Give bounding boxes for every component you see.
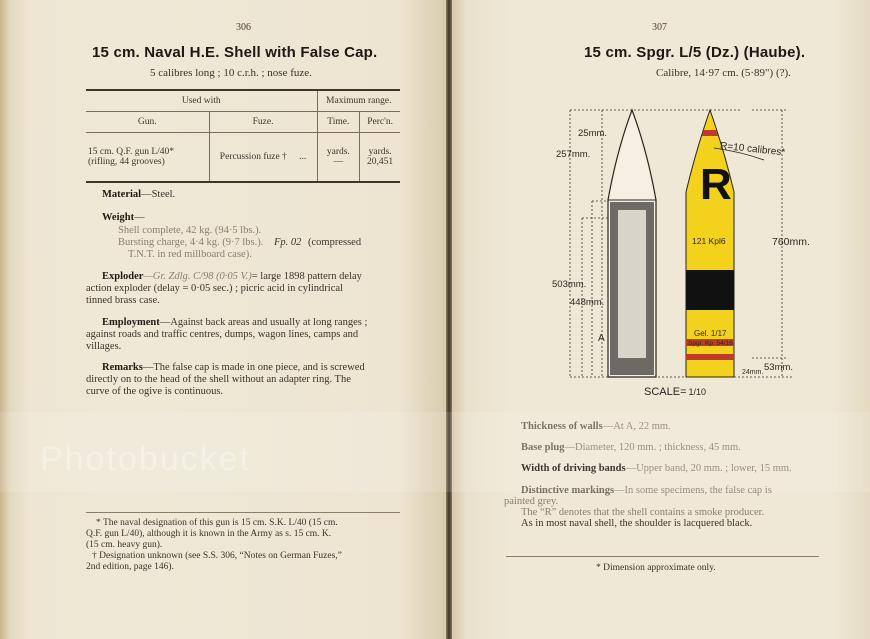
table-cell-percn-value: 20,451 bbox=[367, 157, 394, 167]
table-col-gun: Gun. bbox=[86, 112, 209, 133]
employment-line-1-text: —Against back areas and usually at long ranges ; bbox=[159, 317, 368, 328]
weight-label: Weight bbox=[102, 212, 135, 223]
footnote-fuze-line-2: 2nd edition, page 146). bbox=[86, 562, 174, 572]
weight-line-3: T.N.T. in red millboard case). bbox=[128, 249, 252, 260]
distinctive-line-3: The “R” denotes that the shell contains a smoke producer. bbox=[521, 507, 765, 518]
distinctive-line-1-text: —In some specimens, the false cap is bbox=[614, 485, 772, 496]
footnote-gun-line-2: Q.F. gun L/40), although it is known in the Army as s. 15 cm. K. bbox=[86, 529, 332, 539]
weight-line-2a: Bursting charge, 4·4 kg. (9·7 lbs.). bbox=[118, 237, 264, 248]
page-number-left: 306 bbox=[236, 22, 251, 33]
table-cell-gun bbox=[86, 133, 209, 183]
remarks-label: Remarks bbox=[102, 362, 143, 373]
table-cell-gun-line1: 15 cm. Q.F. gun L/40* bbox=[88, 147, 175, 157]
table-cell-time bbox=[317, 133, 360, 183]
dim-503mm: 503mm. bbox=[552, 279, 587, 290]
remarks-line-1-text: —The false cap is made in one piece, and is screwed bbox=[142, 362, 365, 373]
table-header-max-range: Maximum range. bbox=[317, 90, 400, 112]
distinctive-line-4: As in most naval shell, the shoulder is lacquered black. bbox=[521, 518, 753, 529]
dim-24mm: 24mm. bbox=[742, 369, 764, 376]
thickness-text: —At A, 22 mm. bbox=[602, 421, 671, 432]
exploder-line-1a: —Gr. Zdlg. C/98 (0·05 V.) bbox=[143, 271, 252, 282]
base-plug-text: —Diameter, 120 mm. ; thickness, 45 mm. bbox=[564, 442, 741, 453]
remarks-line-1 bbox=[102, 362, 365, 374]
dim-448mm: 448mm. bbox=[570, 297, 605, 308]
exploder-line-3: tinned brass case. bbox=[86, 295, 160, 306]
distinctive-label: Distinctive markings bbox=[521, 485, 615, 496]
weight-line-2 bbox=[118, 237, 361, 249]
employment-line-2: against roads and traffic centres, dumps, wagon lines, camps and bbox=[86, 329, 359, 340]
employment-label: Employment bbox=[102, 317, 160, 328]
table-cell-fuze bbox=[209, 133, 317, 183]
material-label: Material bbox=[102, 189, 142, 200]
right-page-subtitle: Calibre, 14·97 cm. (5·89") (?). bbox=[656, 67, 791, 79]
remarks-line-3: curve of the ogive is continuous. bbox=[86, 386, 224, 397]
employment-line-1 bbox=[102, 317, 367, 329]
shell-marking-upper: 121 Kpl6 bbox=[692, 236, 726, 246]
table-col-time: Time. bbox=[317, 112, 360, 133]
weight-dash: — bbox=[134, 212, 145, 223]
weight-line-2c: (compressed bbox=[308, 237, 362, 248]
weight-line-2b: Fp. 02 bbox=[273, 237, 302, 248]
scale-label bbox=[644, 386, 706, 398]
table-cell-time-unit: yards. bbox=[326, 147, 350, 157]
dim-257mm: 257mm. bbox=[556, 149, 591, 160]
shell-diagram bbox=[452, 90, 870, 410]
dim-760mm: 760mm. bbox=[772, 236, 810, 248]
remarks-line-2: directly on to the head of the shell without an adapter ring. The bbox=[86, 374, 351, 385]
table-cell-fuze-text: Percussion fuze † bbox=[219, 152, 287, 162]
footnote-gun-line-1: * The naval designation of this gun is 15 cm. S.K. L/40 (15 cm. bbox=[96, 518, 338, 528]
dim-a-marker: A bbox=[598, 333, 605, 344]
material-text: —Steel. bbox=[141, 189, 176, 200]
footnote-divider-left bbox=[86, 512, 400, 513]
table-col-fuze: Fuze. bbox=[209, 112, 317, 133]
weight-heading bbox=[102, 212, 145, 224]
left-page-title: 15 cm. Naval H.E. Shell with False Cap. bbox=[92, 44, 378, 61]
footnote-gun-line-3: (15 cm. heavy gun). bbox=[86, 540, 163, 550]
table-cell-percn-unit: yards. bbox=[368, 147, 392, 157]
right-page bbox=[452, 0, 870, 639]
dim-53mm: 53mm. bbox=[764, 362, 794, 373]
base-plug-label: Base plug bbox=[521, 442, 565, 453]
table-cell-time-value: — bbox=[333, 157, 344, 167]
table-cell-percn bbox=[360, 133, 400, 183]
distinctive-line-2: painted grey. bbox=[504, 496, 559, 507]
shell-section-drawing bbox=[608, 110, 656, 377]
thickness-label: Thickness of walls bbox=[521, 421, 603, 432]
scale-label-text: SCALE= bbox=[644, 386, 687, 398]
footnote-fuze-line-1: † Designation unknown (see S.S. 306, “Notes on German Fuzes,” bbox=[92, 551, 342, 561]
left-page-subtitle: 5 calibres long ; 10 c.r.h. ; nose fuze. bbox=[150, 67, 312, 79]
watermark-text: Photobucket bbox=[40, 440, 252, 478]
footnote-divider-right bbox=[506, 556, 819, 557]
exploder-line-1 bbox=[102, 271, 362, 283]
right-page-title: 15 cm. Spgr. L/5 (Dz.) (Haube). bbox=[584, 44, 806, 61]
usage-table bbox=[86, 89, 400, 183]
weight-line-1: Shell complete, 42 kg. (94·5 lbs.). bbox=[118, 225, 262, 236]
table-col-percn: Perc'n. bbox=[360, 112, 400, 133]
exploder-line-1b: = large 1898 pattern delay bbox=[251, 271, 362, 282]
page-number-right: 307 bbox=[652, 22, 667, 33]
driving-bands-text: —Upper band, 20 mm. ; lower, 15 mm. bbox=[625, 463, 792, 474]
footnote-dimension: * Dimension approximate only. bbox=[596, 563, 716, 573]
shell-marking-lower-2: Spgr. Kp. 54/16 bbox=[688, 340, 733, 347]
table-cell-fuze-dots: ... bbox=[299, 152, 307, 162]
material-paragraph bbox=[102, 189, 175, 201]
shell-marking-lower-1: Gel. 1/17 bbox=[694, 329, 727, 338]
scale-fraction: 1/10 bbox=[688, 387, 707, 397]
table-header-used-with: Used with bbox=[86, 90, 317, 112]
employment-line-3: villages. bbox=[86, 341, 122, 352]
exploder-line-2: action exploder (delay = 0·05 sec.) ; picric acid in cylindrical bbox=[86, 283, 343, 294]
table-cell-gun-line2: (rifling, 44 grooves) bbox=[88, 157, 165, 167]
dim-crh-label: R=10 calibres* bbox=[719, 140, 786, 159]
driving-bands-label: Width of driving bands bbox=[521, 463, 626, 474]
shell-letter-r: R bbox=[700, 160, 732, 209]
dim-25mm: 25mm. bbox=[578, 128, 608, 139]
exploder-label: Exploder bbox=[102, 271, 144, 282]
